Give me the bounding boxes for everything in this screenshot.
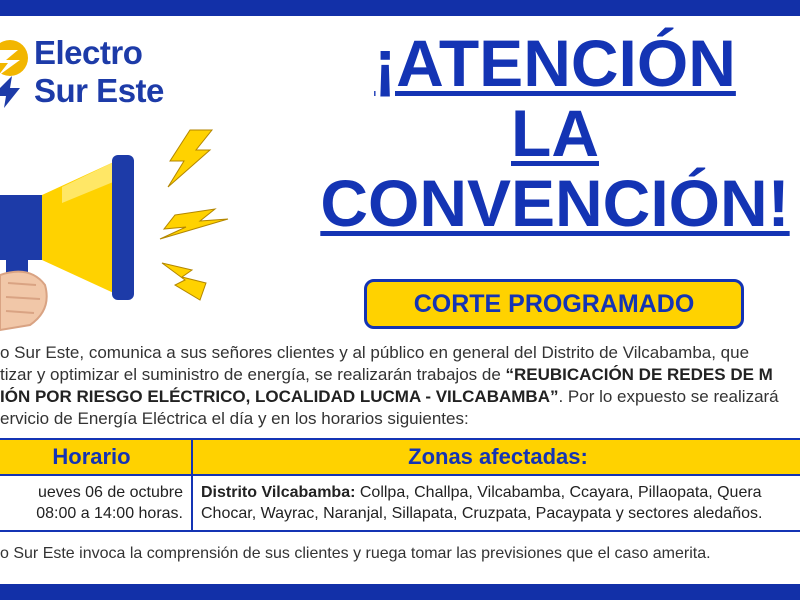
megaphone-icon	[0, 125, 250, 340]
headline-line-1: ¡ATENCIÓN	[374, 26, 736, 100]
zones-line-2: Chocar, Wayrac, Naranjal, Sillapata, Cruzpata, Pacaypata y sectores aledaños.	[201, 505, 763, 522]
lightning-bolt-icon	[162, 263, 206, 300]
lightning-bolt-icon	[168, 130, 212, 187]
table-row	[0, 475, 800, 531]
schedule-time: 08:00 a 14:00 horas.	[36, 505, 183, 522]
logo-line-1: Electro	[34, 34, 143, 71]
schedule-cell	[0, 475, 192, 531]
paragraph-line: o Sur Este, comunica a sus señores clientes y al público en general del Distrito de Vilcabamba, que	[0, 343, 750, 362]
paragraph-line: tizar y optimizar el suministro de energía, se realizarán trabajos de “REUBICACIÓN DE REDES DE M	[0, 365, 773, 384]
company-logo	[0, 34, 210, 124]
logo-mark-icon	[0, 36, 32, 116]
footer-note: o Sur Este invoca la comprensión de sus clientes y ruega tomar las previsiones que el caso amerita.	[0, 545, 711, 562]
header-zonas: Zonas afectadas:	[192, 439, 800, 475]
top-band	[0, 0, 800, 16]
logo-line-2: Sur Este	[34, 72, 164, 109]
district-label: Distrito Vilcabamba:	[201, 484, 356, 501]
bottom-band	[0, 584, 800, 600]
paragraph-line: ervicio de Energía Eléctrica el día y en los horarios siguientes:	[0, 409, 469, 428]
header-horario: Horario	[0, 439, 192, 475]
headline-line-2: LA	[511, 96, 599, 170]
paragraph-line: IÓN POR RIESGO ELÉCTRICO, LOCALIDAD LUCMA - VILCABAMBA”. Por lo expuesto se realizará	[0, 387, 779, 406]
scheduled-outage-badge: CORTE PROGRAMADO	[364, 279, 744, 329]
table-header-row	[0, 439, 800, 475]
headline-line-3: CONVENCIÓN!	[320, 166, 790, 240]
zones-line-1: Collpa, Challpa, Vilcabamba, Ccayara, Pillaopata, Quera	[355, 484, 762, 501]
schedule-table	[0, 438, 800, 532]
lightning-bolt-icon	[160, 209, 228, 239]
headline	[300, 28, 800, 238]
schedule-date: ueves 06 de octubre	[38, 484, 183, 501]
notice-paragraph	[0, 342, 800, 430]
zones-cell	[192, 475, 800, 531]
